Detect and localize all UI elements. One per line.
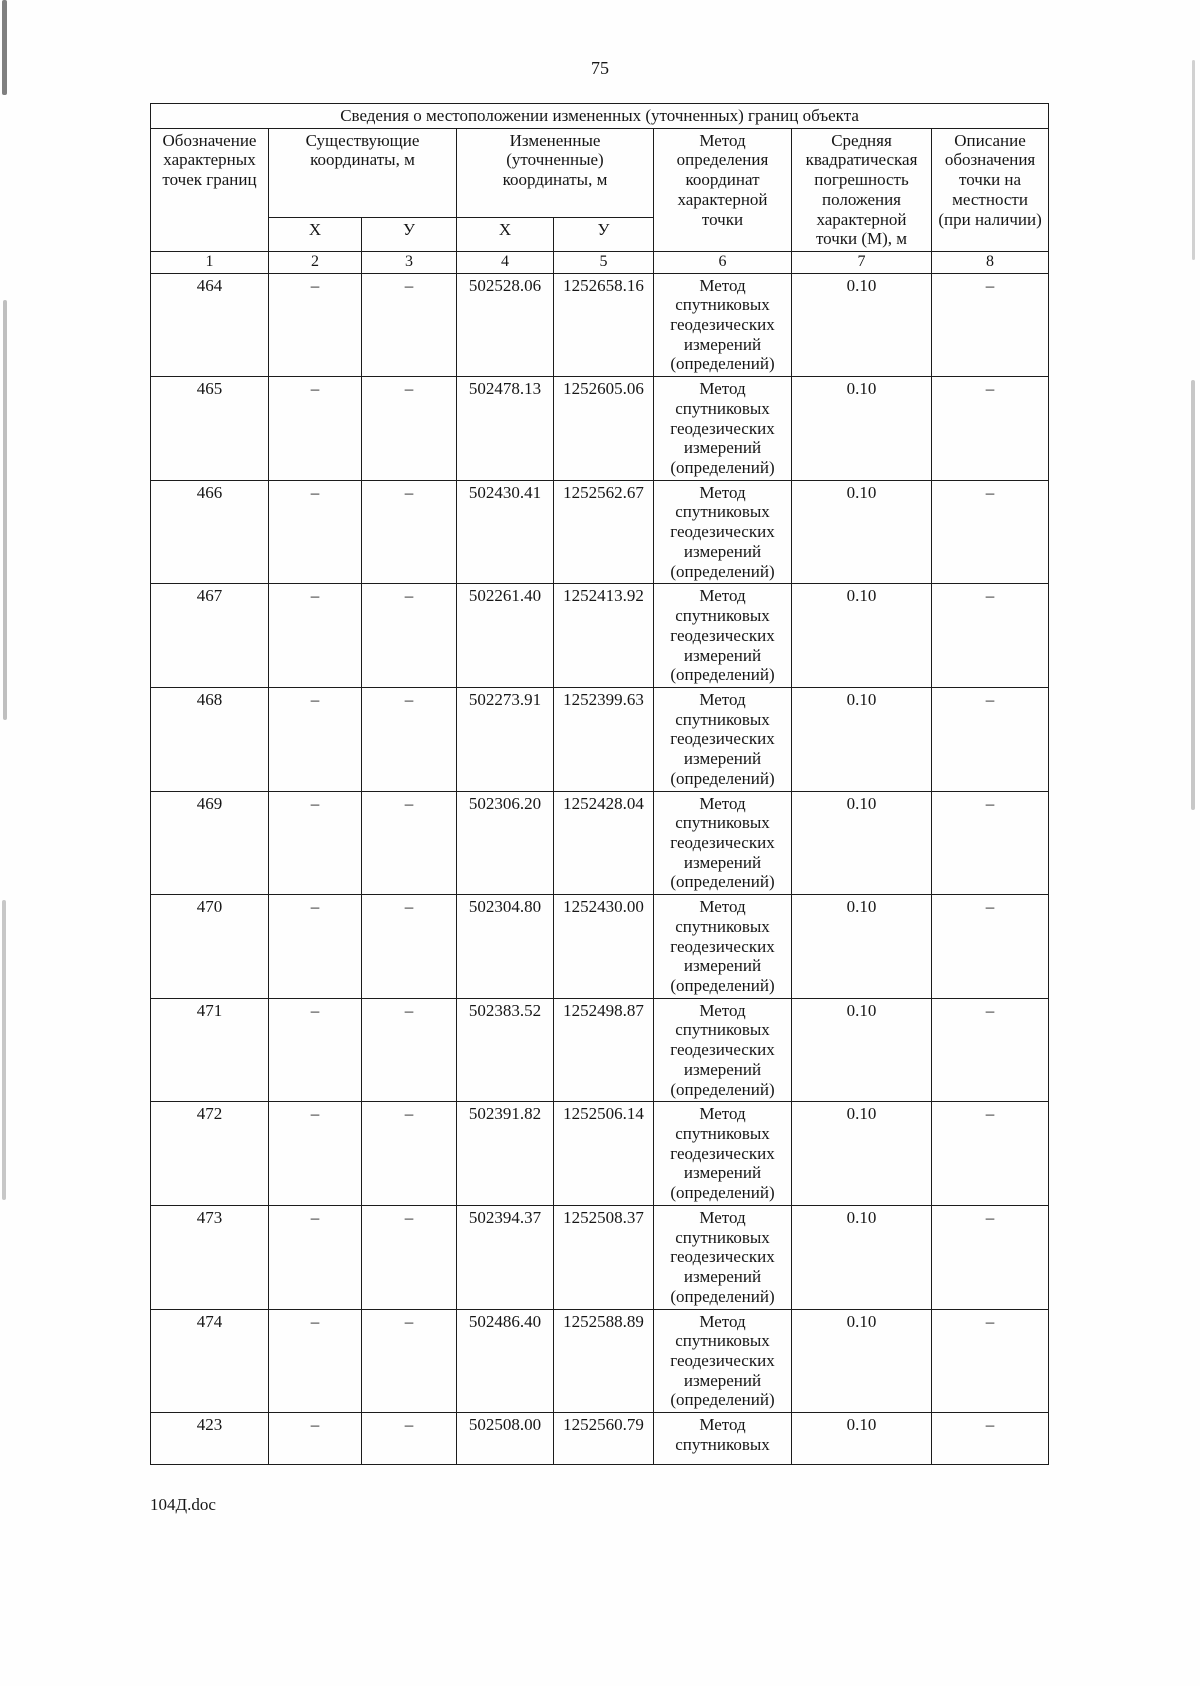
point-number-cell: 464 <box>151 273 269 377</box>
changed-y-cell: 1252413.92 <box>554 584 654 688</box>
header-changed-coords: Измененные (уточненные) координаты, м <box>457 128 654 217</box>
existing-y-cell: – <box>362 273 457 377</box>
existing-y-cell: – <box>362 480 457 584</box>
page-number: 75 <box>591 58 609 78</box>
column-number-cell: 2 <box>269 252 362 274</box>
existing-x-cell: – <box>269 998 362 1102</box>
scan-edge-artifact <box>2 900 6 1200</box>
changed-x-cell: 502261.40 <box>457 584 554 688</box>
column-number-cell: 4 <box>457 252 554 274</box>
method-cell: Метод спутниковых геодезических измерений (определений) <box>654 480 792 584</box>
table-header <box>151 104 1049 274</box>
method-cell: Метод спутниковых геодезических измерений (определений) <box>654 1102 792 1206</box>
table-row <box>151 791 1049 895</box>
column-number-cell: 1 <box>151 252 269 274</box>
description-cell: – <box>932 377 1049 481</box>
header-row-main <box>151 128 1049 217</box>
description-cell: – <box>932 273 1049 377</box>
method-cell: Метод спутниковых геодезических измерений (определений) <box>654 377 792 481</box>
changed-x-cell: 502508.00 <box>457 1413 554 1465</box>
description-cell: – <box>932 1102 1049 1206</box>
method-cell: Метод спутниковых геодезических измерений (определений) <box>654 998 792 1102</box>
changed-x-cell: 502306.20 <box>457 791 554 895</box>
changed-x-cell: 502394.37 <box>457 1205 554 1309</box>
table-row <box>151 687 1049 791</box>
table-row <box>151 1413 1049 1465</box>
existing-x-cell: – <box>269 1205 362 1309</box>
table-title: Сведения о местоположении измененных (уточненных) границ объекта <box>151 104 1049 129</box>
changed-y-cell: 1252605.06 <box>554 377 654 481</box>
method-cell: Метод спутниковых геодезических измерений (определений) <box>654 791 792 895</box>
description-cell: – <box>932 687 1049 791</box>
point-number-cell: 471 <box>151 998 269 1102</box>
changed-y-cell: 1252430.00 <box>554 895 654 999</box>
changed-x-cell: 502304.80 <box>457 895 554 999</box>
point-number-cell: 423 <box>151 1413 269 1465</box>
method-cell: Метод спутниковых геодезических измерений (определений) <box>654 1205 792 1309</box>
existing-y-cell: – <box>362 1413 457 1465</box>
table-row <box>151 273 1049 377</box>
changed-x-cell: 502528.06 <box>457 273 554 377</box>
changed-x-cell: 502478.13 <box>457 377 554 481</box>
existing-x-cell: – <box>269 273 362 377</box>
point-number-cell: 470 <box>151 895 269 999</box>
existing-y-cell: – <box>362 1309 457 1413</box>
table-row <box>151 584 1049 688</box>
point-number-cell: 473 <box>151 1205 269 1309</box>
scan-edge-artifact <box>1191 380 1195 810</box>
changed-x-cell: 502486.40 <box>457 1309 554 1413</box>
description-cell: – <box>932 1309 1049 1413</box>
error-cell: 0.10 <box>792 1205 932 1309</box>
header-method: Метод определения координат характерной точки <box>654 128 792 251</box>
column-number-row <box>151 252 1049 274</box>
changed-y-cell: 1252428.04 <box>554 791 654 895</box>
existing-x-cell: – <box>269 687 362 791</box>
existing-y-cell: – <box>362 1102 457 1206</box>
point-number-cell: 468 <box>151 687 269 791</box>
description-cell: – <box>932 1413 1049 1465</box>
changed-y-cell: 1252399.63 <box>554 687 654 791</box>
changed-y-cell: 1252498.87 <box>554 998 654 1102</box>
error-cell: 0.10 <box>792 791 932 895</box>
table-row <box>151 377 1049 481</box>
table-body <box>151 273 1049 1465</box>
error-cell: 0.10 <box>792 273 932 377</box>
description-cell: – <box>932 1205 1049 1309</box>
changed-x-cell: 502383.52 <box>457 998 554 1102</box>
error-cell: 0.10 <box>792 1413 932 1465</box>
description-cell: – <box>932 998 1049 1102</box>
changed-y-cell: 1252658.16 <box>554 273 654 377</box>
error-cell: 0.10 <box>792 1102 932 1206</box>
method-cell: Метод спутниковых геодезических измерений (определений) <box>654 895 792 999</box>
point-number-cell: 465 <box>151 377 269 481</box>
existing-x-cell: – <box>269 1413 362 1465</box>
column-number-cell: 3 <box>362 252 457 274</box>
header-existing-y: У <box>362 217 457 251</box>
table-row <box>151 895 1049 999</box>
header-error: Средняя квадратическая погрешность положения характерной точки (М), м <box>792 128 932 251</box>
table-row <box>151 1309 1049 1413</box>
changed-y-cell: 1252560.79 <box>554 1413 654 1465</box>
existing-y-cell: – <box>362 584 457 688</box>
description-cell: – <box>932 480 1049 584</box>
point-number-cell: 469 <box>151 791 269 895</box>
method-cell: Метод спутниковых геодезических измерений (определений) <box>654 687 792 791</box>
scan-edge-artifact <box>3 300 7 720</box>
column-number-cell: 7 <box>792 252 932 274</box>
column-number-cell: 8 <box>932 252 1049 274</box>
table-row <box>151 1102 1049 1206</box>
error-cell: 0.10 <box>792 998 932 1102</box>
changed-y-cell: 1252506.14 <box>554 1102 654 1206</box>
existing-y-cell: – <box>362 1205 457 1309</box>
footer-filename: 104Д.doc <box>150 1495 216 1515</box>
method-cell: Метод спутниковых <box>654 1413 792 1465</box>
existing-y-cell: – <box>362 998 457 1102</box>
point-number-cell: 474 <box>151 1309 269 1413</box>
point-number-cell: 472 <box>151 1102 269 1206</box>
table-row <box>151 1205 1049 1309</box>
existing-y-cell: – <box>362 377 457 481</box>
point-number-cell: 467 <box>151 584 269 688</box>
table-row <box>151 998 1049 1102</box>
header-point-designation: Обозначение характерных точек границ <box>151 128 269 251</box>
existing-y-cell: – <box>362 791 457 895</box>
scan-edge-artifact <box>1192 60 1195 260</box>
boundary-points-table <box>150 103 1049 1465</box>
table-row <box>151 480 1049 584</box>
existing-x-cell: – <box>269 377 362 481</box>
header-existing-coords: Существующие координаты, м <box>269 128 457 217</box>
column-number-cell: 5 <box>554 252 654 274</box>
changed-x-cell: 502273.91 <box>457 687 554 791</box>
header-changed-y: У <box>554 217 654 251</box>
changed-y-cell: 1252562.67 <box>554 480 654 584</box>
error-cell: 0.10 <box>792 895 932 999</box>
header-existing-x: X <box>269 217 362 251</box>
description-cell: – <box>932 791 1049 895</box>
point-number-cell: 466 <box>151 480 269 584</box>
description-cell: – <box>932 584 1049 688</box>
header-changed-x: X <box>457 217 554 251</box>
method-cell: Метод спутниковых геодезических измерений (определений) <box>654 1309 792 1413</box>
changed-x-cell: 502391.82 <box>457 1102 554 1206</box>
existing-x-cell: – <box>269 480 362 584</box>
changed-y-cell: 1252508.37 <box>554 1205 654 1309</box>
existing-y-cell: – <box>362 895 457 999</box>
error-cell: 0.10 <box>792 1309 932 1413</box>
table-title-row <box>151 104 1049 129</box>
error-cell: 0.10 <box>792 480 932 584</box>
changed-x-cell: 502430.41 <box>457 480 554 584</box>
changed-y-cell: 1252588.89 <box>554 1309 654 1413</box>
method-cell: Метод спутниковых геодезических измерений (определений) <box>654 273 792 377</box>
method-cell: Метод спутниковых геодезических измерений (определений) <box>654 584 792 688</box>
error-cell: 0.10 <box>792 377 932 481</box>
error-cell: 0.10 <box>792 584 932 688</box>
description-cell: – <box>932 895 1049 999</box>
existing-x-cell: – <box>269 1309 362 1413</box>
existing-x-cell: – <box>269 895 362 999</box>
existing-x-cell: – <box>269 1102 362 1206</box>
header-description: Описание обозначения точки на местности (при наличии) <box>932 128 1049 251</box>
existing-x-cell: – <box>269 584 362 688</box>
error-cell: 0.10 <box>792 687 932 791</box>
existing-x-cell: – <box>269 791 362 895</box>
existing-y-cell: – <box>362 687 457 791</box>
column-number-cell: 6 <box>654 252 792 274</box>
